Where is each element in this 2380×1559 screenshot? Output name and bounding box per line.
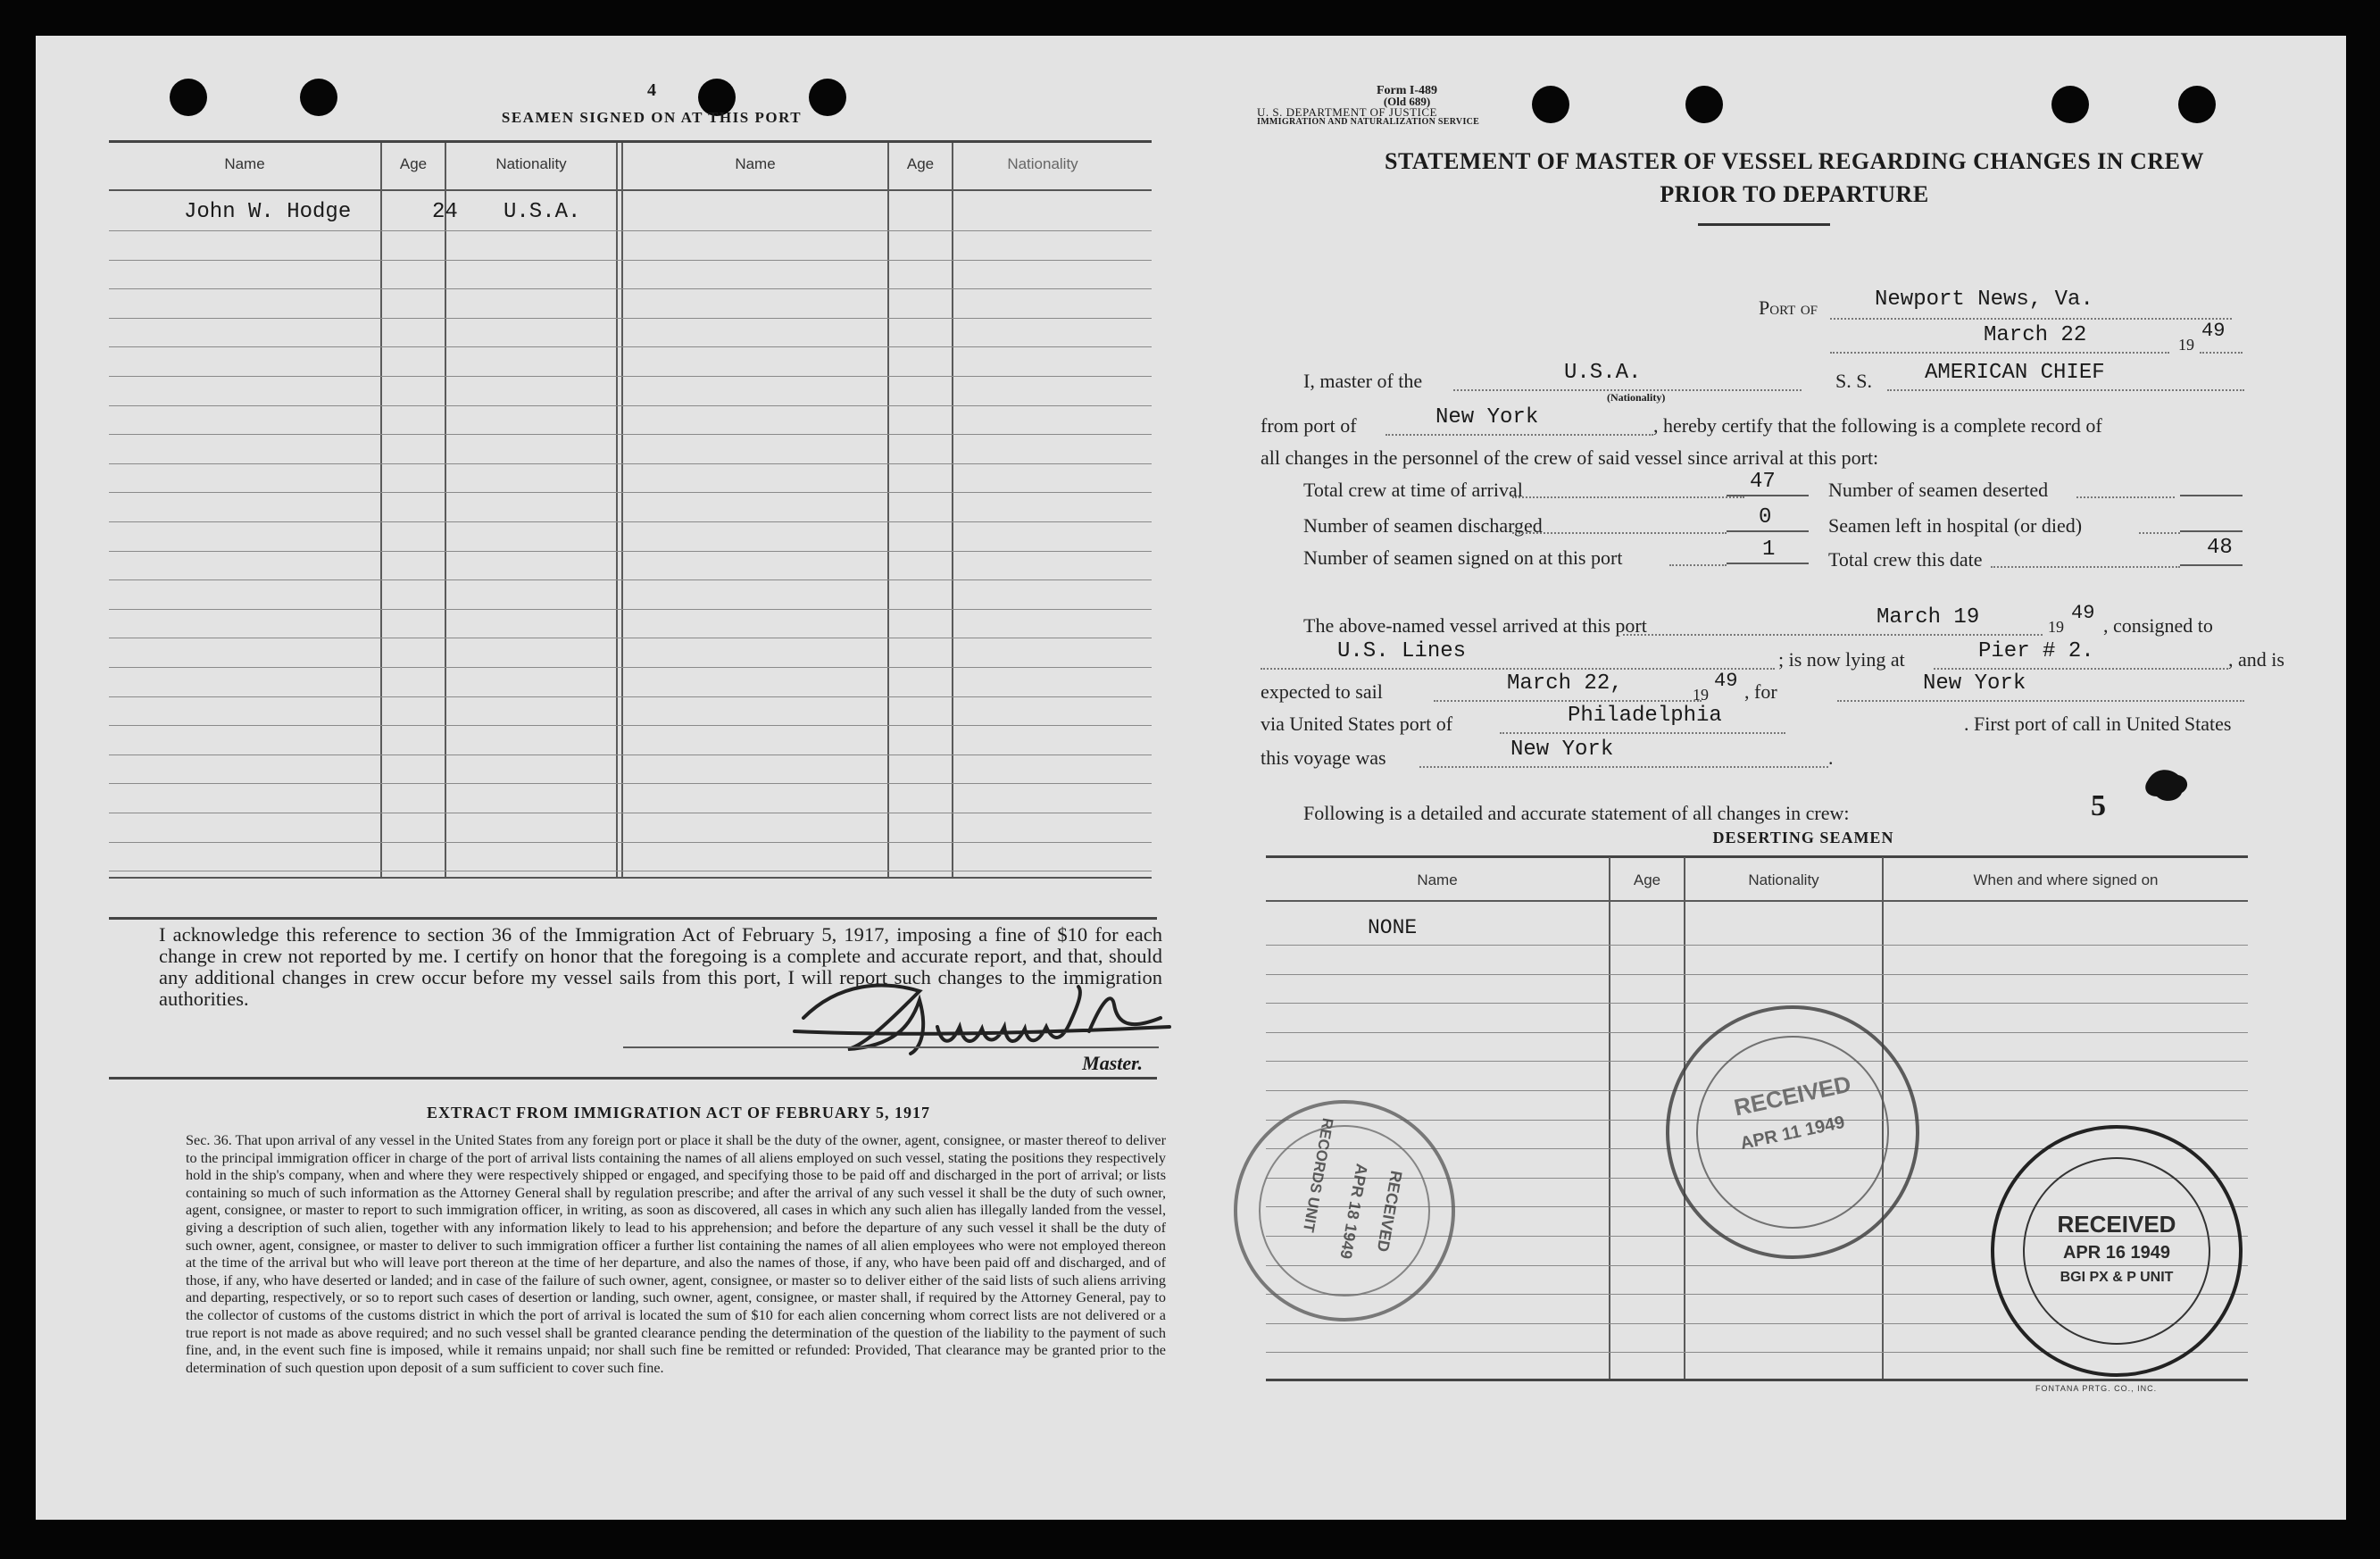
table-rule: [109, 667, 1152, 668]
column-header: Name: [224, 155, 265, 172]
table-rule: [109, 260, 1152, 261]
nationality-caption: (Nationality): [1607, 391, 1666, 404]
form-number: Form I-489: [1376, 84, 1438, 97]
form-old-number: (Old 689): [1383, 95, 1431, 108]
expected-label: expected to sail: [1261, 680, 1383, 703]
discharged-value: 0: [1759, 505, 1772, 529]
total-crew-date-value: 48: [2207, 536, 2233, 560]
table-rule: [109, 783, 1152, 784]
stamp-text: RECEIVED: [1373, 1169, 1406, 1254]
punch-hole: [300, 79, 337, 116]
deserted-label: Number of seamen deserted: [1828, 479, 2049, 501]
table-rule: [109, 725, 1152, 726]
column-header: When and where signed on: [1973, 871, 2159, 888]
signed-on-label: Number of seamen signed on at this port: [1303, 546, 1623, 569]
column-header: Name: [1417, 871, 1458, 888]
table-rule: [109, 521, 1152, 522]
discharged-label: Number of seamen discharged: [1303, 514, 1543, 537]
column-header: Nationality: [495, 155, 567, 172]
stamp-date: APR 18 1949: [1336, 1162, 1371, 1261]
stamp-text: BGI PX & P UNIT: [2060, 1270, 2174, 1285]
consigned-label: , consigned to: [2103, 614, 2213, 637]
punch-hole: [1532, 86, 1569, 123]
pier: Pier # 2.: [1978, 639, 2094, 663]
table-rule: [109, 754, 1152, 755]
column-header: Nationality: [1007, 155, 1078, 172]
port-of-label: Port of: [1759, 296, 1818, 319]
destination: New York: [1923, 671, 2026, 696]
stamp-text: RECEIVED: [1731, 1070, 1854, 1121]
period-mark: .: [1828, 746, 1834, 769]
table-rule: [109, 609, 1152, 610]
arrived-date: March 19: [1877, 605, 1980, 629]
and-is-label: , and is: [2228, 648, 2284, 671]
service-name: IMMIGRATION AND NATURALIZATION SERVICE: [1257, 117, 1480, 127]
stamp-text: RECEIVED: [2057, 1211, 2176, 1238]
via-port: Philadelphia: [1568, 704, 1722, 728]
from-port-value: New York: [1435, 405, 1539, 429]
column-header: Age: [1633, 871, 1661, 888]
table-rule: [1266, 945, 2248, 946]
table-rule: [109, 376, 1152, 377]
hospital-label: Seamen left in hospital (or died): [1828, 514, 2083, 537]
printer-imprint: FONTANA PRTG. CO., INC.: [2035, 1384, 2158, 1393]
deserting-row-name: NONE: [1368, 916, 1418, 939]
column-header: Nationality: [1748, 871, 1819, 888]
left-page-title: SEAMEN SIGNED ON AT THIS PORT: [501, 109, 803, 126]
signed-on-value: 1: [1762, 538, 1776, 562]
arrived-year-prefix: 19: [2048, 618, 2064, 636]
ship-name: AMERICAN CHIEF: [1925, 361, 2105, 385]
seaman-name: John W. Hodge: [184, 200, 352, 224]
extract-title: EXTRACT FROM IMMIGRATION ACT OF FEBRUARY 5, 1917: [426, 1104, 931, 1121]
received-stamp-right: [1991, 1125, 2243, 1377]
voyage-label: this voyage was: [1261, 746, 1386, 769]
table-rule: [109, 405, 1152, 406]
table-rule: [109, 492, 1152, 493]
total-crew-arrival-value: 47: [1750, 470, 1776, 494]
form-title-line1: STATEMENT OF MASTER OF VESSEL REGARDING CHANGES IN CREW: [1385, 148, 2204, 174]
sail-date: March 22,: [1507, 671, 1623, 696]
table-rule: [109, 346, 1152, 347]
punch-hole: [2051, 86, 2089, 123]
vessel-nationality: U.S.A.: [1564, 361, 1642, 385]
arrived-label: The above-named vessel arrived at this port: [1303, 614, 1647, 637]
table-rule: [109, 579, 1152, 580]
table-rule: [109, 842, 1152, 843]
extract-body: Sec. 36. That upon arrival of any vessel in the United States from any foreign port or place it shall be the duty of the owner, agent, consignee, or master thereof to deliver to the principal immigration officer in charge of the port of arrival lists containing the names of all aliens employed on such vessel, stating the positions they respectively hold in the ship's company, when and where they were respectively shipped or engaged, and specifying those to be paid off and discharged in the port of arrival; or lists containing so much of such information as the Attorney General shall by regulation prescribe; and after the arrival of any such vessel it shall be the duty of such owner, agent, consignee, or master to report to such immigration officer, in writing, as soon as discovered, all cases in which any such alien has illegally landed from the vessel, giving a description of such alien, together with any information likely to lead to his apprehension; and before the departure of any such vessel it shall be the duty of such owner, agent, consignee, or master to deliver to such immigration officer a further list containing the names of all alien employees who were not employed thereon at the time of the arrival but who will leave port thereon at the time of her departure, and also the names of those, if any, who have been paid off and discharged, and of those, if any, who have deserted or landed; and in case of the failure of such owner, agent, consignee, or master so to deliver either of the said lists of such aliens arriving and departing, respectively, or so to report such cases of desertion or landing, such owner, agent, consignee, or master shall, if required by the Attorney General, pay to the collector of customs of the customs district in which the port of arrival is located the sum of $10 for each alien concerning whom correct lists are not delivered or a true report is not made as above required; and no such vessel shall be granted clearance pending the determination of the question of the liability to the payment of such fine, and, in the event such fine is imposed, while it remains unpaid; nor shall such fine be remitted or refunded: Provided, That clearance may be granted prior to the determination of such question upon deposit of a sum sufficient to cover such fine.: [186, 1132, 1166, 1376]
total-crew-date-label: Total crew this date: [1828, 548, 1983, 571]
punch-hole: [170, 79, 207, 116]
document-sheet: [36, 36, 2346, 1520]
via-label: via United States port of: [1261, 713, 1453, 735]
table-rule: [109, 551, 1152, 552]
changes-count: 5: [2091, 789, 2106, 822]
records-unit-stamp: [1234, 1100, 1455, 1321]
stamp-text: RECORDS UNIT: [1299, 1116, 1337, 1234]
certify-text-1: , hereby certify that the following is a complete record of: [1653, 414, 2102, 437]
column-header: Age: [906, 155, 935, 172]
consignee: U.S. Lines: [1337, 639, 1467, 663]
table-row: [109, 193, 1152, 232]
statement-year: 49: [2201, 320, 2226, 342]
punch-hole: [1685, 86, 1723, 123]
lying-label: ; is now lying at: [1778, 648, 1905, 671]
punch-hole: [2178, 86, 2216, 123]
stamp-date: APR 16 1949: [2062, 1243, 2171, 1263]
table-rule: [109, 696, 1152, 697]
acknowledgement-text: I acknowledge this reference to section 36 of the Immigration Act of February 5, 1917, imposing a fine of $10 for each change in crew not reported by me. I certify on honor that the foregoing is a complete and accurate report, and that, should any additional changes in crew occur before my vessel sails from this port, I will report such changes to the immigration authorities.: [159, 923, 1162, 1010]
received-stamp-center: [1666, 1005, 1919, 1259]
changes-label: Following is a detailed and accurate statement of all changes in crew:: [1303, 802, 1850, 824]
ink-blot: [2139, 763, 2193, 807]
first-port: New York: [1510, 738, 1614, 762]
table-rule: [109, 434, 1152, 435]
first-call-label: . First port of call in United States: [1964, 713, 2232, 735]
arrived-year: 49: [2071, 602, 2095, 624]
from-port-label: from port of: [1261, 414, 1357, 437]
stamp-date: APR 11 1949: [1738, 1112, 1847, 1155]
statement-date: March 22: [1984, 323, 2087, 347]
master-of-label: I, master of the: [1303, 370, 1423, 392]
department-name: U. S. DEPARTMENT OF JUSTICE: [1257, 105, 1437, 119]
page-number: 4: [647, 80, 656, 100]
table-rule: [1266, 974, 2248, 975]
table-rule: [109, 318, 1152, 319]
port-of-value: Newport News, Va.: [1875, 288, 2093, 312]
deserting-title: DESERTING SEAMEN: [1712, 829, 1894, 846]
sail-year: 49: [1714, 670, 1738, 692]
seaman-age: 24: [432, 200, 458, 224]
seaman-nationality: U.S.A.: [503, 200, 581, 224]
total-crew-arrival-label: Total crew at time of arrival: [1303, 479, 1523, 501]
sail-year-prefix: 19: [1693, 686, 1709, 704]
for-label: , for: [1744, 680, 1777, 703]
table-rule: [109, 463, 1152, 464]
column-header: Age: [399, 155, 428, 172]
form-title-line2: PRIOR TO DEPARTURE: [1660, 181, 1929, 207]
column-header: Name: [735, 155, 776, 172]
certify-text-2: all changes in the personnel of the crew of said vessel since arrival at this port:: [1261, 446, 1879, 469]
table-rule: [1266, 1003, 2248, 1004]
table-rule: [109, 288, 1152, 289]
year-prefix: 19: [2178, 336, 2194, 354]
ss-label: S. S.: [1835, 370, 1872, 392]
master-label: Master.: [1082, 1052, 1143, 1074]
